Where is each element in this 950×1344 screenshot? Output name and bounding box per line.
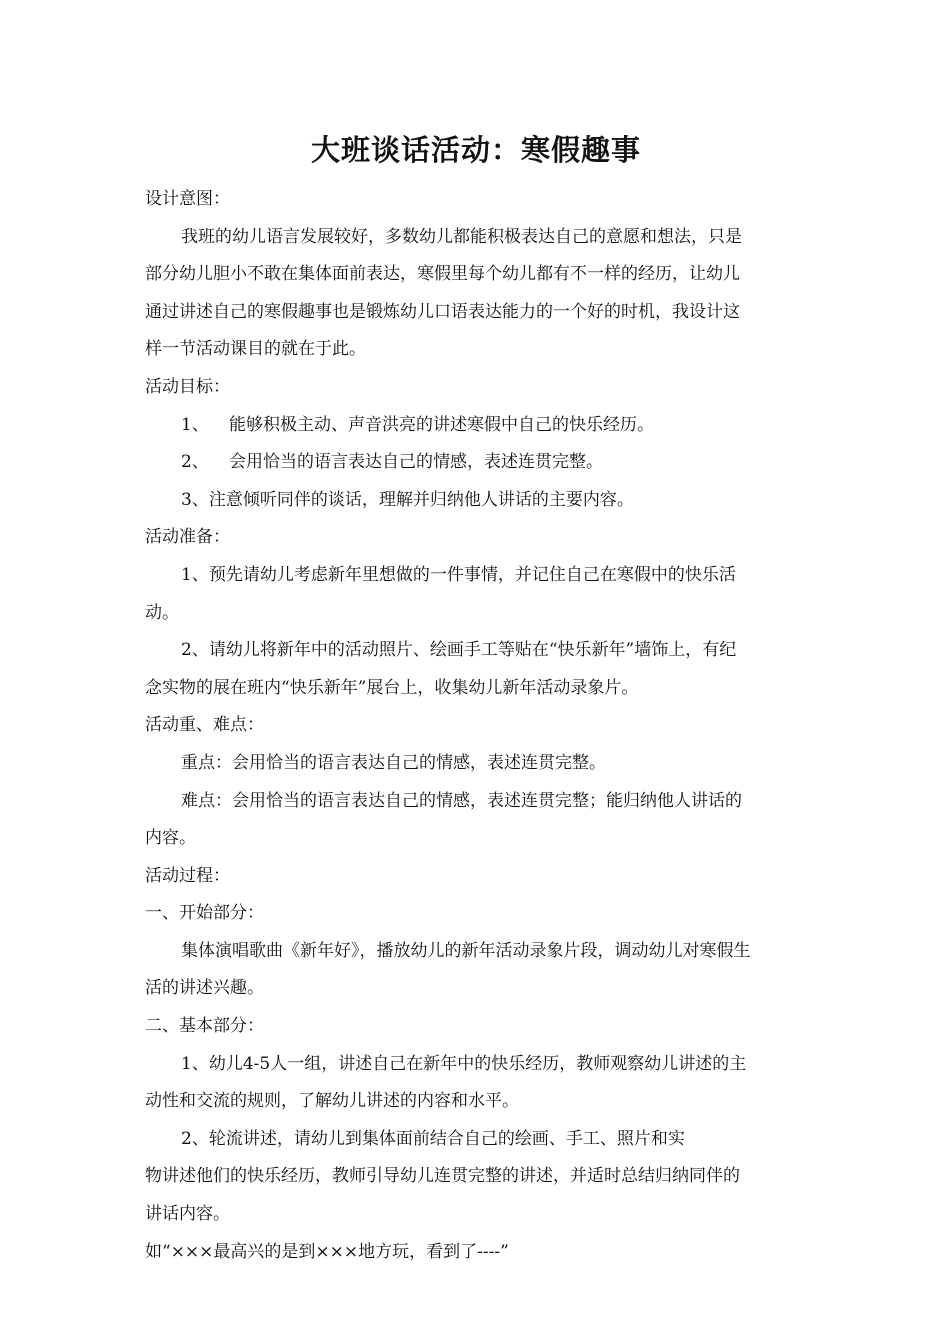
- prep1-line-1: 1、预先请幼儿考虑新年里想做的一件事情，并记住自己在寒假中的快乐活: [181, 564, 736, 585]
- design-line-3: 通过讲述自己的寒假趣事也是锻炼幼儿口语表达能力的一个好的时机，我设计这: [145, 301, 740, 322]
- goal-item-2: [145, 444, 807, 482]
- part2-heading: 二、基本部分：: [145, 1016, 264, 1037]
- key-point: 重点：会用恰当的语言表达自己的情感，表述连贯完整。: [181, 752, 606, 773]
- design-line-1: 我班的幼儿语言发展较好，多数幼儿都能积极表达自己的意愿和想法，只是: [181, 226, 742, 247]
- part2-item2-line-1: 2、轮流讲述，请幼儿到集体面前结合自己的绘画、手工、照片和实: [181, 1128, 685, 1149]
- example-line: 如“×××最高兴的是到×××地方玩，看到了----”: [145, 1241, 509, 1262]
- goal-item-3: 3、注意倾听同伴的谈话，理解并归纳他人讲话的主要内容。: [181, 489, 634, 510]
- key-heading: 活动重、难点：: [145, 715, 264, 736]
- goal-text: 能够积极主动、声音洪亮的讲述寒假中自己的快乐经历。: [229, 414, 654, 435]
- part2-item1-line-2: 动性和交流的规则，了解幼儿讲述的内容和水平。: [145, 1091, 519, 1112]
- design-line-2: 部分幼儿胆小不敢在集体面前表达，寒假里每个幼儿都有不一样的经历，让幼儿: [145, 264, 740, 285]
- difficult-line-1: 难点：会用恰当的语言表达自己的情感，表述连贯完整；能归纳他人讲话的: [181, 790, 742, 811]
- prep2-line-2: 念实物的展在班内“快乐新年”展台上，收集幼儿新年活动录象片。: [145, 677, 639, 698]
- goal-item-1: [145, 407, 807, 445]
- goal-number: 1、: [181, 414, 209, 435]
- difficult-line-2: 内容。: [145, 828, 196, 849]
- part2-item1-line-1: 1、幼儿4-5人一组，讲述自己在新年中的快乐经历，教师观察幼儿讲述的主: [181, 1053, 747, 1074]
- document-page: [145, 128, 807, 1271]
- goal-number: 2、: [181, 452, 209, 473]
- design-heading: 设计意图：: [145, 189, 230, 209]
- design-line-4: 样一节活动课目的就在于此。: [145, 339, 366, 360]
- part1-heading: 一、开始部分：: [145, 903, 264, 924]
- part2-item2-line-2: 物讲述他们的快乐经历，教师引导幼儿连贯完整的讲述，并适时总结归纳同伴的: [145, 1166, 740, 1187]
- part1-line-2: 活的讲述兴趣。: [145, 978, 264, 999]
- goals-heading: 活动目标：: [145, 376, 230, 397]
- prep1-line-2: 动。: [145, 602, 179, 623]
- document-title: 大班谈话活动：寒假趣事: [310, 133, 641, 167]
- process-heading: 活动过程：: [145, 865, 230, 886]
- part1-line-1: 集体演唱歌曲《新年好》，播放幼儿的新年活动录象片段，调动幼儿对寒假生: [181, 940, 751, 961]
- goal-text: 会用恰当的语言表达自己的情感，表述连贯完整。: [229, 452, 603, 473]
- part2-item2-line-3: 讲话内容。: [145, 1204, 230, 1225]
- prep2-line-1: 2、请幼儿将新年中的活动照片、绘画手工等贴在“快乐新年”墙饰上，有纪: [181, 640, 737, 661]
- prep-heading: 活动准备：: [145, 527, 230, 548]
